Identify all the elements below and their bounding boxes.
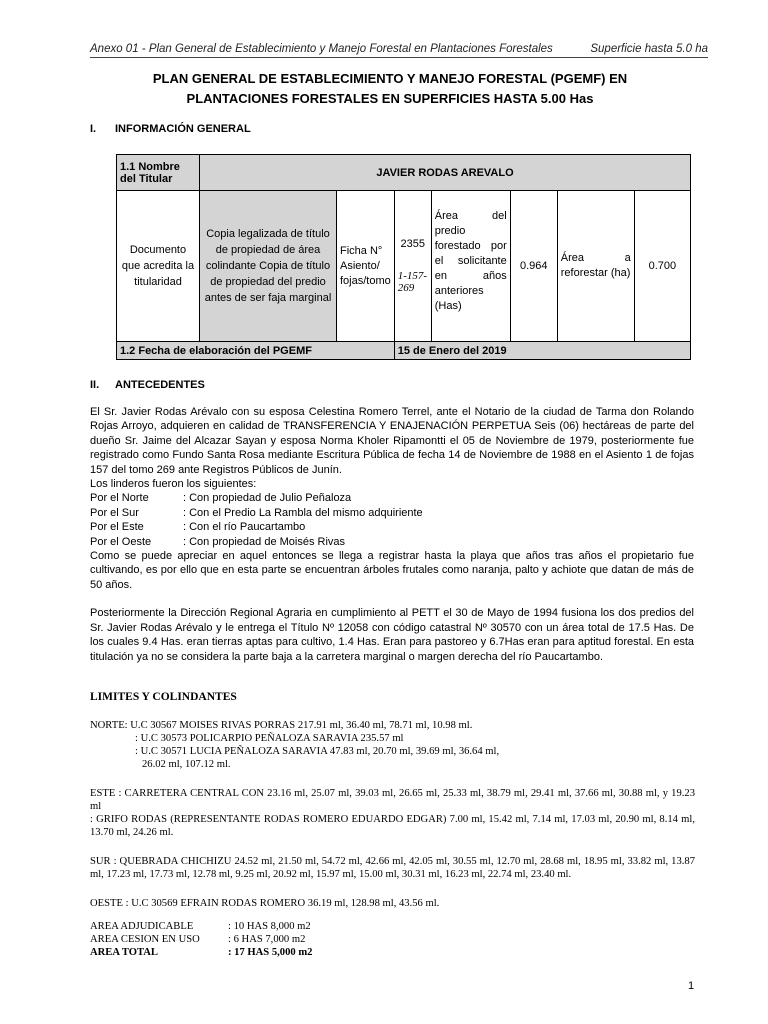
running-header xyxy=(90,43,708,58)
header-left: Anexo 01 - Plan General de Establecimiento y Manejo Forestal en Plantaciones Forestales xyxy=(90,43,553,55)
fecha-value: 15 de Enero del 2019 xyxy=(394,342,690,360)
area-adjudicable: AREA ADJUDICABLE : 10 HAS 8,000 m2 xyxy=(90,921,311,932)
limite-norte-3: : U.C 30571 LUCIA PEÑALOZA SARAVIA 47.83 ml, 20.70 ml, 39.69 ml, 36.64 ml, xyxy=(135,746,500,757)
document-title xyxy=(95,69,685,109)
lindero-sur: Por el Sur : Con el Predio La Rambla del mismo adquiriente xyxy=(90,506,423,519)
section-number: I. xyxy=(90,123,97,135)
section-heading-2 xyxy=(90,379,205,391)
title-line-1: PLAN GENERAL DE ESTABLECIMIENTO Y MANEJO FORESTAL (PGEMF) EN xyxy=(152,71,628,86)
paragraph-3: Posteriormente la Dirección Regional Agraria en cumplimiento al PETT el 30 de Mayo de 1994 fusiona los dos predios del Sr. Javier Rodas Arévalo y le entrega el Título Nº 12058 con código catastral Nº 30570 con un área total de 17.5 Has. De los cuales 9.4 Has. eran tierras aptas para cultivo, 1.4 Has. Eran para pastoreo y 6.7Has eran para aptitud forestal. En esta titulación ya no se considera la parte baja a la carretera marginal o margen derecha del río Paucartambo. xyxy=(90,607,694,663)
documento-description: Copia legalizada de título de propiedad de área colindante Copia de título de propiedad del predio antes de ser faja marginal xyxy=(200,191,337,342)
ficha-asiento: 1-157-269 xyxy=(397,270,428,294)
area-total: AREA TOTAL : 17 HAS 5,000 m2 xyxy=(90,947,313,958)
section-title: ANTECEDENTES xyxy=(115,379,205,391)
paragraph-1: El Sr. Javier Rodas Arévalo con su esposa Celestina Romero Terrel, ante el Notario de la ciudad de Tarma don Rolando Rojas Arroyo, adquieren en calidad de TRANSFERENCIA Y ENAJENACIÓN PERPETUA Seis (06) hectáreas de parte del dueño Sr. Jaime del Alcazar Sayan y esposa Norma Kholer Ripamontti el 05 de Noviembre de 1979, posteriormente fue registrado como Fundo Santa Rosa mediante Escritura Pública de fecha 14 de Noviembre de 1988 en el Asiento 1 de fojas 157 del tomo 269 ante Registros Públicos de Junín. xyxy=(90,406,694,476)
info-table xyxy=(116,154,691,360)
limites-section xyxy=(90,691,695,959)
lindero-este: Por el Este : Con el río Paucartambo xyxy=(90,521,306,534)
limite-norte-2: : U.C 30573 POLICARPIO PEÑALOZA SARAVIA 235.57 ml xyxy=(135,733,404,744)
lindero-oeste: Por el Oeste : Con propiedad de Moisés Rivas xyxy=(90,535,346,548)
section-title: INFORMACIÓN GENERAL xyxy=(115,123,251,135)
limite-sur: SUR : QUEBRADA CHICHIZU 24.52 ml, 21.50 ml, 54.72 ml, 42.66 ml, 42.05 ml, 30.55 ml, 12.70 ml, 28.68 ml, 18.95 ml, 33.82 ml, 13.87 ml, 17.23 ml, 17.73 ml, 12.78 ml, 9.25 ml, 20.92 ml, 15.97 ml, 15.00 ml, 30.31 ml, 16.23 ml, 22.74 ml, 23.40 ml. xyxy=(90,856,695,880)
section-heading-1 xyxy=(90,123,251,135)
antecedentes-body xyxy=(90,405,694,664)
limite-norte-1: NORTE: U.C 30567 MOISES RIVAS PORRAS 217.91 ml, 36.40 ml, 78.71 ml, 10.98 ml. xyxy=(90,720,473,731)
title-line-2: PLANTACIONES FORESTALES EN SUPERFICIES HASTA 5.00 Has xyxy=(186,91,594,106)
limite-norte-4: 26.02 ml, 107.12 ml. xyxy=(142,759,231,770)
ficha-number: 2355 xyxy=(400,238,425,250)
area-reforestar-label: Área a reforestar (ha) xyxy=(557,191,634,342)
section-number: II. xyxy=(90,379,100,391)
documento-label: Documento que acredita la titularidad xyxy=(117,191,200,342)
limite-este-1: ESTE : CARRETERA CENTRAL CON 23.16 ml, 25.07 ml, 39.03 ml, 26.65 ml, 25.33 ml, 38.79 ml, 29.41 ml, 37.66 ml, 30.88 ml, y 19.23 ml xyxy=(90,788,695,812)
fecha-label: 1.2 Fecha de elaboración del PGEMF xyxy=(117,342,395,360)
linderos-intro: Los linderos fueron los siguientes: xyxy=(90,478,257,491)
titular-label: 1.1 Nombre del Titular xyxy=(117,155,200,191)
area-reforestar-value: 0.700 xyxy=(634,191,690,342)
limite-oeste: OESTE : U.C 30569 EFRAIN RODAS ROMERO 36.19 ml, 128.98 ml, 43.56 ml. xyxy=(90,898,440,909)
header-right: Superficie hasta 5.0 ha xyxy=(590,43,708,55)
lindero-norte: Por el Norte : Con propiedad de Julio Peñaloza xyxy=(90,492,352,505)
ficha-value xyxy=(394,191,431,342)
area-predio-label: Área del predio forestado por el solicitante en años anteriores (Has) xyxy=(431,191,510,342)
area-predio-value: 0.964 xyxy=(510,191,557,342)
area-cesion: AREA CESION EN USO : 6 HAS 7,000 m2 xyxy=(90,934,306,945)
limite-este-2: : GRIFO RODAS (REPRESENTANTE RODAS ROMERO EDUARDO EDGAR) 7.00 ml, 15.42 ml, 7.14 ml, 17.03 ml, 20.90 ml, 8.14 ml, 13.70 ml, 24.26 ml. xyxy=(90,814,695,838)
paragraph-2: Como se puede apreciar en aquel entonces se llega a registrar hasta la playa que años tras años el propietario fue cultivando, es por ello que en esta parte se encuentran árboles frutales como naranja, palto y achiote que datan de más de 50 años. xyxy=(90,550,694,591)
ficha-label: Ficha N° Asiento/ fojas/tomo xyxy=(337,191,395,342)
titular-value: JAVIER RODAS AREVALO xyxy=(200,155,691,191)
limites-heading: LIMITES Y COLINDANTES xyxy=(90,691,237,703)
page-number: 1 xyxy=(688,980,695,992)
